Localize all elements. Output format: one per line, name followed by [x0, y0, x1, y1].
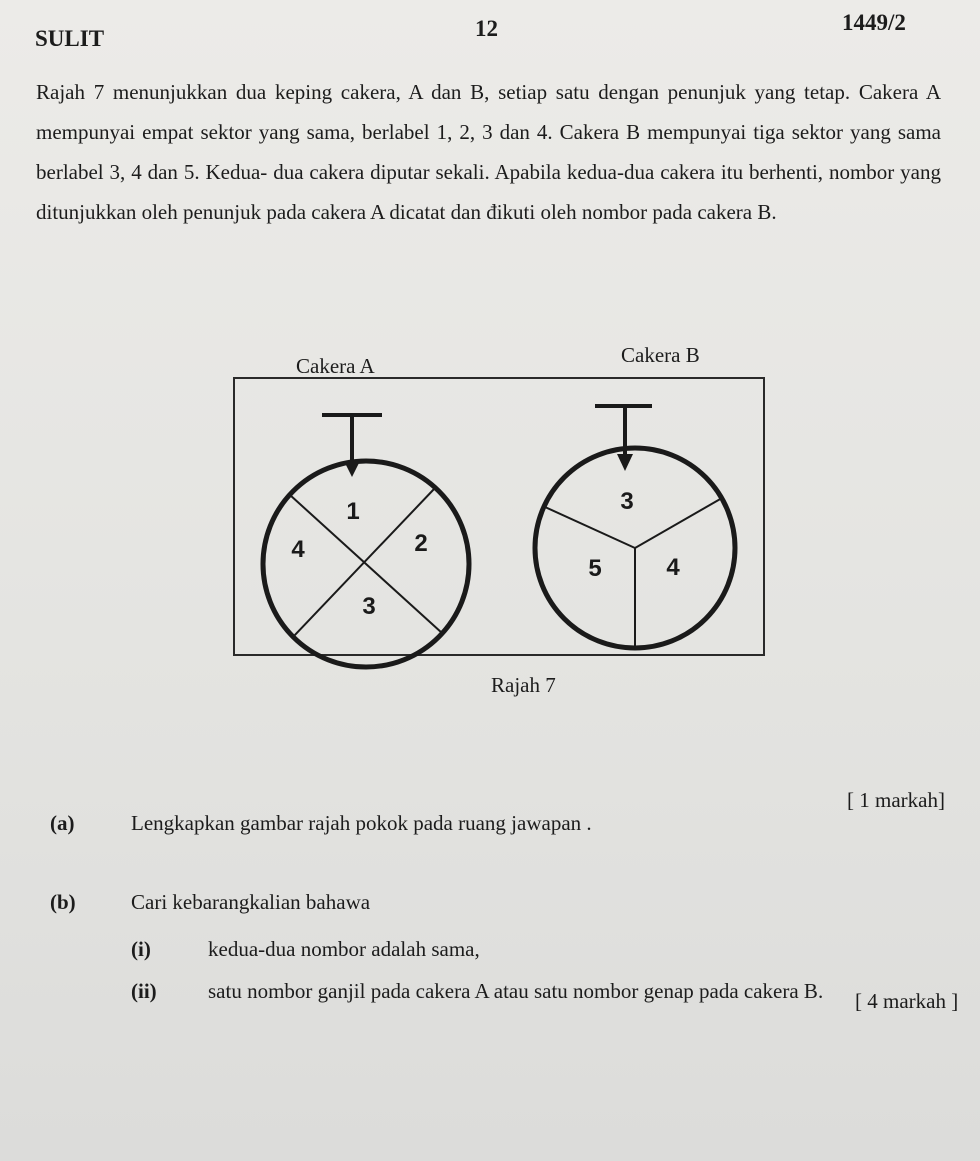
disc-a-label: Cakera A	[296, 354, 375, 378]
disc-b	[535, 406, 735, 648]
question-a-number: (a)	[50, 811, 75, 835]
question-b-i	[131, 937, 480, 962]
header-page-number: 12	[475, 16, 498, 41]
question-b-number: (b)	[50, 890, 76, 914]
header-sulit: SULIT	[35, 26, 105, 51]
question-b-ii-text: satu nombor ganjil pada cakera A atau satu nombor genap pada cakera B.	[208, 979, 824, 1003]
question-b-i-text: kedua-dua nombor adalah sama,	[208, 937, 480, 961]
intro-text: Rajah 7 menunjukkan dua keping cakera, A dan B, setiap satu dengan penunjuk yang tetap. Cakera A mempunyai empat sektor yang sama, berlabel 1, 2, 3 dan 4. Cakera B mempunyai tiga sektor yang sama berlabel 3, 4 dan 5. Kedua- dua cakera diputar sekali. Apabila kedua-dua cakera itu berhenti, nombor yang ditunjukkan oleh penunjuk pada cakera A dicatat dan đikuti oleh nombor pada cakera B.	[36, 80, 941, 224]
disc-a-sector-3: 3	[362, 593, 376, 620]
disc-b-label: Cakera B	[621, 343, 700, 367]
disc-a	[263, 415, 469, 667]
disc-b-sector-3: 3	[620, 488, 634, 515]
disc-a-sector-1: 1	[346, 498, 360, 525]
disc-b-divider-2	[635, 498, 722, 548]
question-a	[50, 811, 592, 836]
question-b	[50, 890, 370, 915]
question-a-marks: [ 1 markah]	[847, 788, 945, 812]
question-b-ii-number: (ii)	[131, 979, 157, 1003]
disc-a-sector-2: 2	[414, 530, 428, 557]
question-a-text: Lengkapkan gambar rajah pokok pada ruang jawapan .	[131, 811, 592, 835]
question-b-marks: [ 4 markah ]	[855, 989, 959, 1013]
disc-b-sector-4: 4	[666, 554, 680, 581]
disc-b-pointer-arrow	[617, 454, 633, 471]
figure-caption: Rajah 7	[491, 673, 556, 697]
disc-a-sector-4: 4	[291, 536, 305, 563]
question-b-text: Cari kebarangkalian bahawa	[131, 890, 371, 914]
header-paper-code: 1449/2	[842, 10, 906, 35]
question-b-ii	[131, 979, 823, 1004]
question-b-i-number: (i)	[131, 937, 151, 961]
disc-b-sector-5: 5	[588, 555, 602, 582]
